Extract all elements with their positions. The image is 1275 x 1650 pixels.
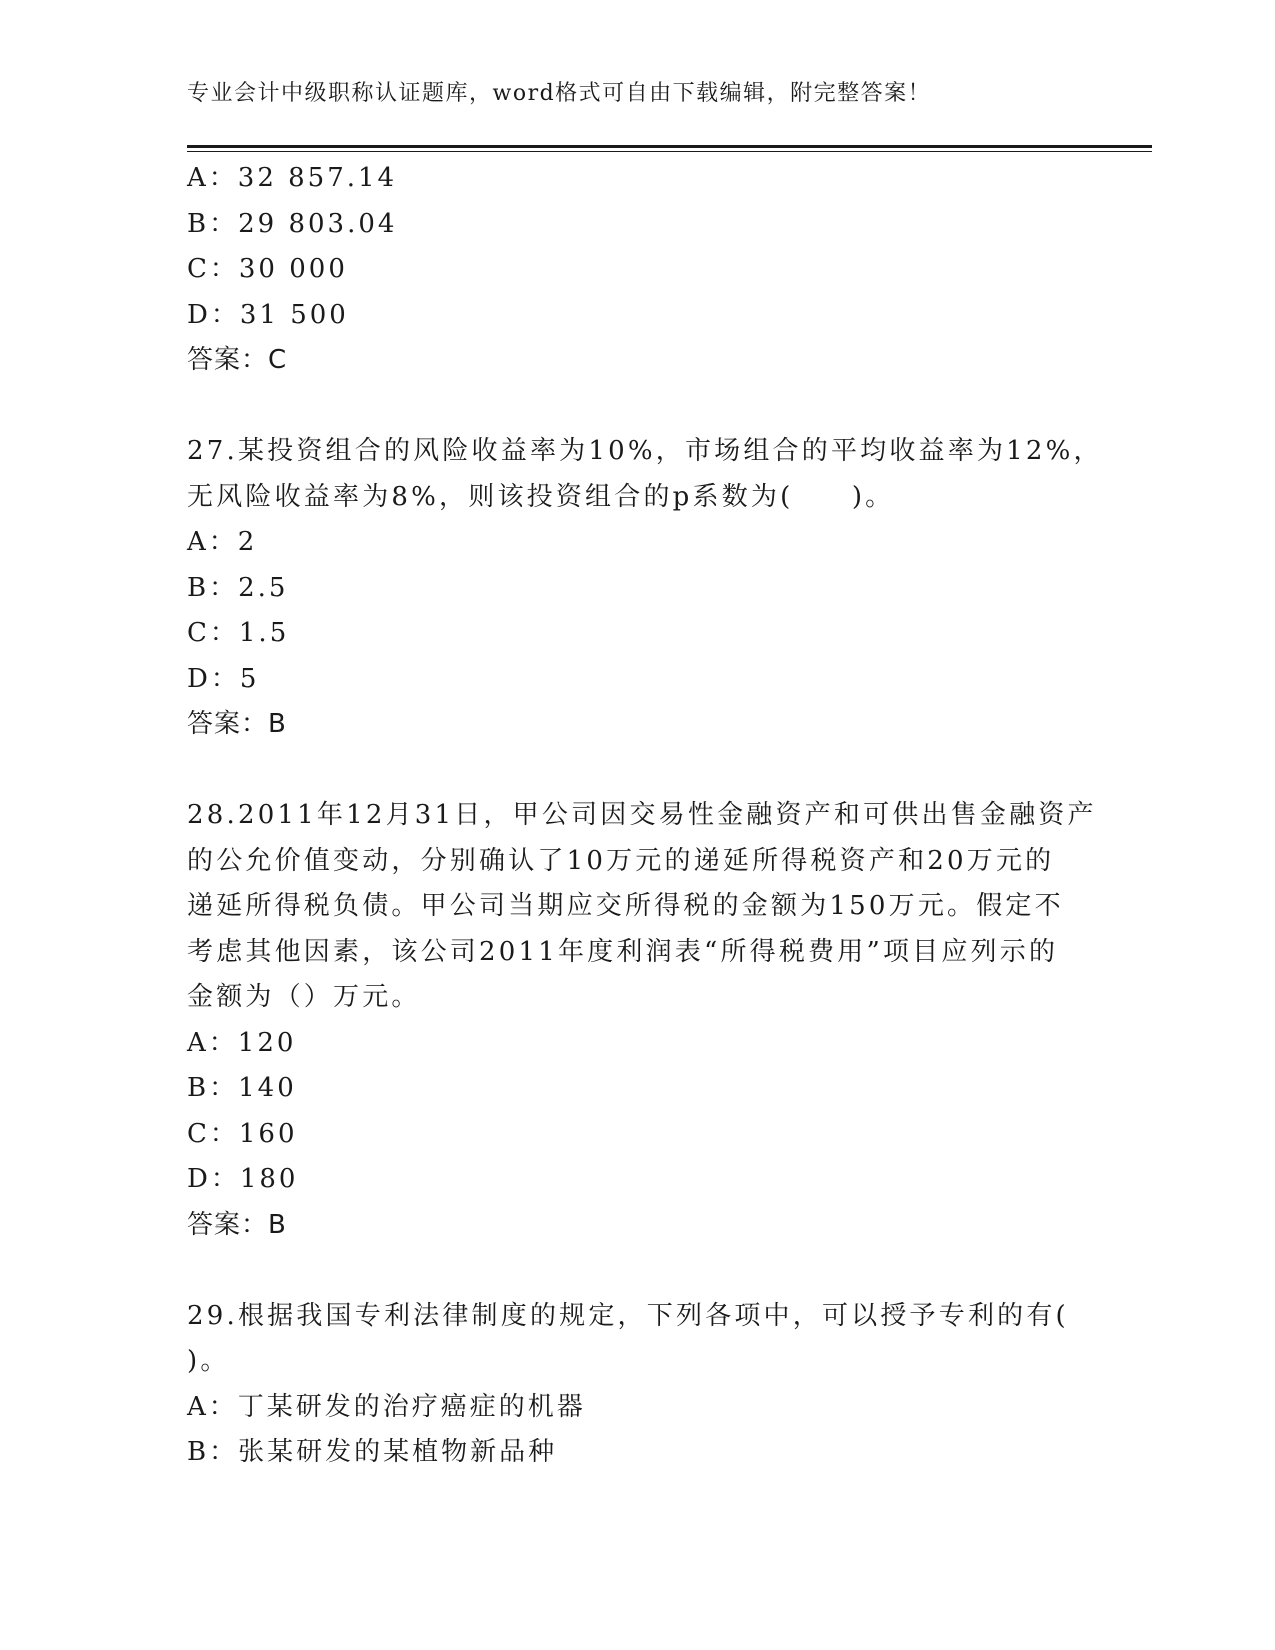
option-b: B：张某研发的某植物新品种 xyxy=(187,1437,558,1467)
option-b: B：140 xyxy=(187,1073,297,1103)
option-a: A：32 857.14 xyxy=(187,163,398,193)
question-28 xyxy=(187,793,1097,1248)
question-text-line: 无风险收益率为8%，则该投资组合的p系数为( )。 xyxy=(187,481,895,512)
page-header: 专业会计中级职称认证题库，word格式可自由下载编辑，附完整答案！ xyxy=(187,81,932,106)
header-rule-thick xyxy=(187,145,1152,148)
spacer xyxy=(187,748,1087,794)
answer: 答案：B xyxy=(187,1209,287,1240)
header-rule-thin xyxy=(187,151,1152,152)
document-body xyxy=(187,156,1103,1476)
question-text-line: 金额为（）万元。 xyxy=(187,982,421,1012)
question-text-line: 考虑其他因素，该公司2011年度利润表“所得税费用”项目应列示的 xyxy=(187,936,1059,967)
question-text-line: )。 xyxy=(187,1346,230,1376)
question-29 xyxy=(187,1294,1087,1476)
option-d: D：5 xyxy=(187,663,260,694)
answer: 答案：B xyxy=(187,709,287,739)
question-26-continued xyxy=(187,156,1087,384)
option-d: D：31 500 xyxy=(187,299,349,330)
option-c: C：160 xyxy=(187,1118,298,1149)
question-text-line: 递延所得税负债。甲公司当期应交所得税的金额为150万元。假定不 xyxy=(187,891,1064,921)
option-d: D：180 xyxy=(187,1164,299,1194)
question-27 xyxy=(187,429,1103,748)
option-b: B：29 803.04 xyxy=(187,208,398,239)
option-a: A：120 xyxy=(187,1027,297,1058)
question-text-line: 27.某投资组合的风险收益率为10%，市场组合的平均收益率为12%， xyxy=(187,436,1103,466)
question-text-line: 28.2011年12月31日，甲公司因交易性金融资产和可供出售金融资产 xyxy=(187,800,1097,830)
option-c: C：1.5 xyxy=(187,618,290,648)
question-text-line: 29.根据我国专利法律制度的规定，下列各项中，可以授予专利的有( xyxy=(187,1300,1069,1331)
question-text-line: 的公允价值变动，分别确认了10万元的递延所得税资产和20万元的 xyxy=(187,845,1055,876)
spacer xyxy=(187,1248,1087,1294)
option-a: A：2 xyxy=(187,527,258,557)
option-a: A：丁某研发的治疗癌症的机器 xyxy=(187,1391,586,1422)
option-b: B：2.5 xyxy=(187,572,289,603)
option-c: C：30 000 xyxy=(187,254,348,284)
spacer xyxy=(187,384,1087,430)
answer: 答案：C xyxy=(187,345,288,375)
